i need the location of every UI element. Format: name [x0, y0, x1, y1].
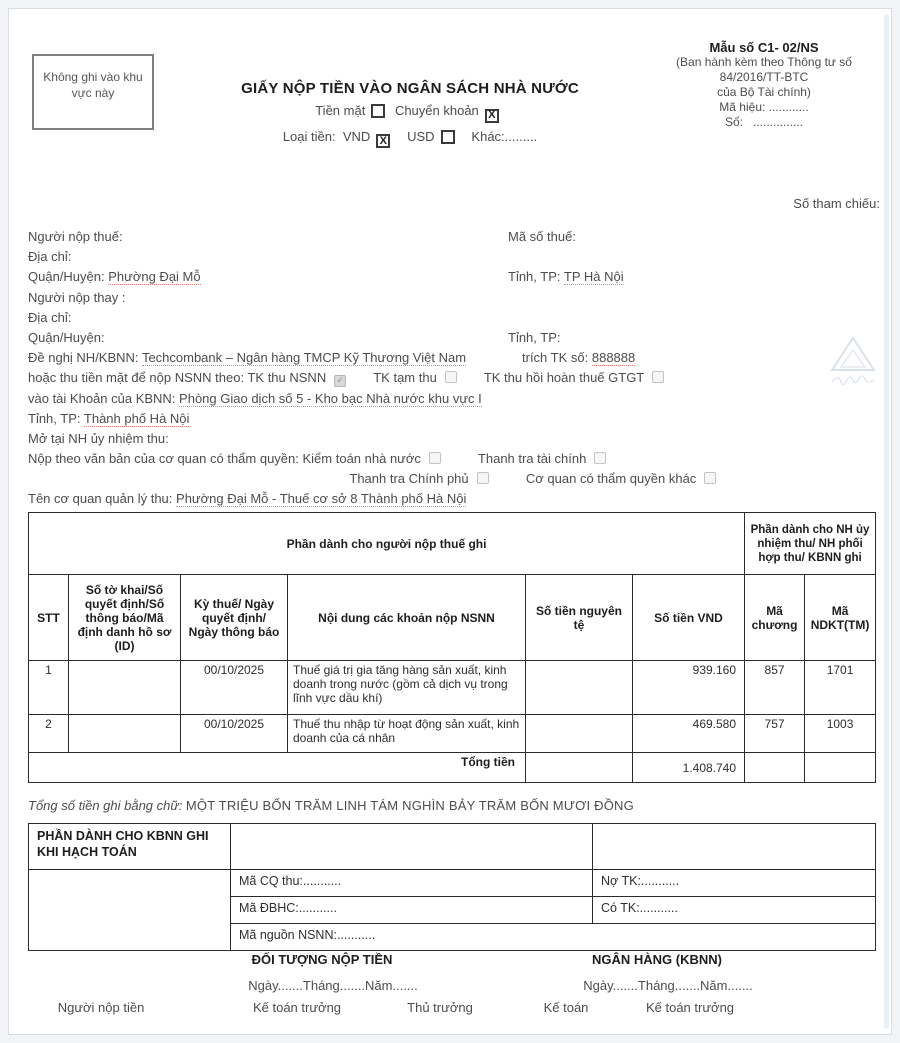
amount-in-words-label: Tổng số tiền ghi bằng chữ:: [28, 798, 183, 813]
table-row: [29, 715, 876, 753]
ma-hieu-dots: ............: [768, 100, 809, 114]
ma-hieu-label: Mã hiệu:: [719, 100, 766, 114]
transfer-label: Chuyển khoản: [394, 103, 479, 118]
bank-request-value: Techcombank – Ngân hàng TMCP Kỹ Thương Việt Nam: [141, 350, 467, 366]
col-ma-ndkt: Mã NDKT(TM): [805, 575, 876, 661]
district1-value: Phường Đại Mỗ: [108, 269, 201, 285]
kbnn-empty-cell: [231, 824, 593, 870]
row1-vnd: 939.160: [633, 661, 745, 715]
cash-collection-line: [28, 370, 875, 390]
tk-thu-nsnn-checkbox[interactable]: ✓: [334, 375, 346, 387]
taxpayer-line: [28, 229, 875, 249]
finance-inspection-checkbox[interactable]: [594, 452, 606, 464]
col-noi-dung: Nội dung các khoản nộp NSNN: [288, 575, 526, 661]
role-nguoi-nop-tien: Người nộp tiền: [57, 1000, 145, 1015]
usd-label: USD: [407, 128, 435, 144]
row2-ky-thue: 00/10/2025: [181, 715, 288, 753]
authority-doc-label: Nộp theo văn bản của cơ quan có thẩm quyền:: [28, 451, 299, 467]
signature-section: [0, 952, 900, 1032]
district1-line: [28, 269, 875, 289]
address1-label: Địa chỉ:: [28, 249, 72, 265]
watermark-logo: [824, 334, 882, 396]
debit-account-value: 888888: [591, 350, 636, 366]
row1-ma-chuong: 857: [745, 661, 805, 715]
kbnn-no-tk: Nợ TK:...........: [593, 870, 876, 897]
substitute-payer-label: Người nộp thay :: [28, 289, 126, 305]
address2-label: Địa chỉ:: [28, 309, 72, 325]
col-so-to-khai: Số tờ khai/Số quyết định/Số thông báo/Mã định danh hồ sơ (ID): [69, 575, 181, 661]
tk-tam-thu-checkbox[interactable]: [445, 371, 457, 383]
role-thu-truong: Thủ trưởng: [407, 1000, 473, 1015]
kbnn-co-tk: Có TK:...........: [593, 897, 876, 924]
gov-inspection-label: Thanh tra Chính phủ: [349, 471, 469, 487]
usd-checkbox: [441, 130, 455, 144]
total-ma-chuong: [745, 753, 805, 783]
kbnn-province-value: Thành phố Hà Nội: [83, 410, 190, 426]
total-ma-ndkt: [805, 753, 876, 783]
cash-collection-label: hoặc thu tiền mặt để nộp NSNN theo:: [28, 370, 245, 386]
vnd-checkbox: X: [376, 134, 390, 148]
kbnn-account-label: vào tài Khoản của KBNN:: [28, 390, 176, 406]
tax-code-label: Mã số thuế:: [508, 229, 576, 244]
tk-tam-thu-label: TK tạm thu: [373, 370, 437, 386]
row1-noi-dung: Thuế giá trị gia tăng hàng sản xuất, kinh doanh trong nước (gồm cả dịch vụ trong lĩnh vực dầu khí): [288, 661, 526, 715]
kbnn-ma-dbhc: Mã ĐBHC:...........: [231, 897, 593, 924]
no-write-zone-label: Không ghi vào khu vực này: [43, 70, 143, 100]
authority-doc-line2: [28, 471, 875, 491]
collecting-agency-label: Tên cơ quan quản lý thu:: [28, 491, 173, 507]
payer-signature-title: ĐỐI TƯỢNG NỘP TIỀN: [251, 952, 393, 967]
amount-in-words-value: MỘT TRIỆU BỐN TRĂM LINH TÁM NGHÌN BẢY TRĂM BỐN MƯƠI ĐỒNG: [185, 798, 634, 813]
payment-method-line: [150, 103, 670, 123]
form-info-section: [28, 229, 875, 512]
tax-items-table: [28, 512, 876, 783]
bank-signature-title: NGÂN HÀNG (KBNN): [592, 952, 722, 967]
tk-hoan-thue-label: TK thu hồi hoàn thuế GTGT: [483, 370, 645, 386]
bank-request-label: Đề nghị NH/KBNN:: [28, 350, 139, 366]
cash-checkbox: [371, 104, 385, 118]
authorized-bank-label: Mở tại NH ủy nhiệm thu:: [28, 430, 169, 446]
kbnn-account-value: Phòng Giao dịch số 5 - Kho bạc Nhà nước khu vực I: [179, 390, 482, 406]
so-dots: ...............: [753, 115, 804, 129]
table-row: [29, 661, 876, 715]
authorized-bank-line: [28, 431, 875, 451]
other-currency-label: Khác:.........: [471, 128, 538, 144]
tk-thu-nsnn-label: TK thu NSNN: [247, 370, 327, 386]
other-authority-label: Cơ quan có thẩm quyền khác: [525, 471, 697, 487]
bank-date-line: Ngày.......Tháng.......Năm.......: [583, 978, 753, 993]
col-stt: STT: [29, 575, 69, 661]
kbnn-province-label: Tỉnh, TP:: [28, 410, 81, 426]
province2-label: Tỉnh, TP:: [508, 329, 561, 345]
address1-line: [28, 249, 875, 269]
row2-noi-dung: Thuế thu nhập từ hoạt động sản xuất, kinh doanh của cá nhân: [288, 715, 526, 753]
currency-line: [150, 129, 670, 149]
role-ke-toan-truong-left: Kế toán trưởng: [252, 1000, 342, 1015]
row2-vnd: 469.580: [633, 715, 745, 753]
bank-request-line: [28, 350, 875, 370]
form-title-block: [150, 80, 670, 148]
row2-ma-chuong: 757: [745, 715, 805, 753]
kbnn-empty-cell: [593, 824, 876, 870]
form-number-title: Mẫu số C1- 02/NS: [709, 40, 819, 55]
address2-line: [28, 310, 875, 330]
kbnn-province-line: [28, 411, 875, 431]
province1-value: TP Hà Nội: [563, 269, 624, 285]
currency-label: Loại tiền:: [282, 128, 336, 144]
form-meta-line: (Ban hành kèm theo Thông tư số: [676, 55, 852, 69]
row2-nguyen-te: [526, 715, 633, 753]
row2-stt: 2: [29, 715, 69, 753]
district2-label: Quận/Huyện:: [28, 329, 105, 345]
page-title: GIẤY NỘP TIỀN VÀO NGÂN SÁCH NHÀ NƯỚC: [241, 80, 579, 97]
other-authority-checkbox[interactable]: [704, 472, 716, 484]
col-ky-thue: Kỳ thuế/ Ngày quyết định/ Ngày thông báo: [181, 575, 288, 661]
tk-hoan-thue-checkbox[interactable]: [652, 371, 664, 383]
debit-account-group: [522, 350, 635, 365]
row1-ky-thue: 00/10/2025: [181, 661, 288, 715]
debit-account-label: trích TK số:: [522, 350, 589, 366]
gov-inspection-checkbox[interactable]: [477, 472, 489, 484]
cash-label: Tiền mặt: [315, 103, 366, 118]
transfer-checkbox: X: [485, 109, 499, 123]
collecting-agency-line: [28, 491, 875, 511]
scrollbar-track[interactable]: [884, 14, 889, 1029]
form-meta-line: 84/2016/TT-BTC: [719, 70, 809, 84]
col-nguyen-te: Số tiền nguyên tệ: [526, 575, 633, 661]
row1-ma-ndkt: 1701: [805, 661, 876, 715]
total-nguyen-te: [526, 753, 633, 783]
total-row: [29, 753, 876, 783]
col-vnd: Số tiền VND: [633, 575, 745, 661]
bank-section-header: Phần dành cho NH ủy nhiệm thu/ NH phối hợp thu/ KBNN ghi: [745, 513, 876, 575]
total-vnd: 1.408.740: [633, 753, 745, 783]
row1-so-to-khai: [69, 661, 181, 715]
province1-label: Tỉnh, TP:: [508, 269, 561, 285]
reference-number-label: Số tham chiếu:: [793, 196, 880, 211]
so-label: Số:: [724, 115, 743, 129]
kbnn-ma-nguon: Mã nguồn NSNN:...........: [231, 924, 876, 951]
substitute-payer-line: [28, 290, 875, 310]
form-meta-line: của Bộ Tài chính): [717, 85, 811, 99]
taxpayer-section-header: Phần dành cho người nộp thuế ghi: [29, 513, 745, 575]
role-ke-toan-truong-right: Kế toán trưởng: [645, 1000, 735, 1015]
taxpayer-label: Người nộp thuế:: [28, 229, 123, 244]
kbnn-section-header: PHẦN DÀNH CHO KBNN GHI KHI HẠCH TOÁN: [29, 824, 231, 870]
role-ke-toan: Kế toán: [543, 1000, 589, 1015]
ma-hieu-line: [638, 100, 890, 115]
state-audit-checkbox[interactable]: [429, 452, 441, 464]
collecting-agency-value: Phường Đại Mỗ - Thuế cơ sở 8 Thành phố Hà Nội: [176, 491, 467, 507]
payer-date-line: Ngày.......Tháng.......Năm.......: [248, 978, 418, 993]
so-line: [638, 115, 890, 130]
col-ma-chuong: Mã chương: [745, 575, 805, 661]
row2-ma-ndkt: 1003: [805, 715, 876, 753]
row2-so-to-khai: [69, 715, 181, 753]
authority-doc-line: [28, 451, 875, 471]
amount-in-words-line: [28, 798, 634, 813]
state-audit-label: Kiểm toán nhà nước: [302, 451, 421, 467]
kbnn-accounting-table: [28, 823, 876, 951]
vnd-label: VND: [342, 128, 371, 144]
no-write-zone-box: [32, 54, 154, 130]
province1-group: [508, 269, 624, 284]
form-meta-block: [638, 40, 890, 130]
kbnn-account-line: [28, 391, 875, 411]
district1-label: Quận/Huyện:: [28, 269, 105, 285]
district2-line: [28, 330, 875, 350]
kbnn-empty-cell: [29, 870, 231, 951]
row1-stt: 1: [29, 661, 69, 715]
row1-nguyen-te: [526, 661, 633, 715]
finance-inspection-label: Thanh tra tài chính: [477, 451, 587, 467]
kbnn-ma-cq-thu: Mã CQ thu:...........: [231, 870, 593, 897]
total-label: Tổng tiền: [29, 753, 526, 783]
